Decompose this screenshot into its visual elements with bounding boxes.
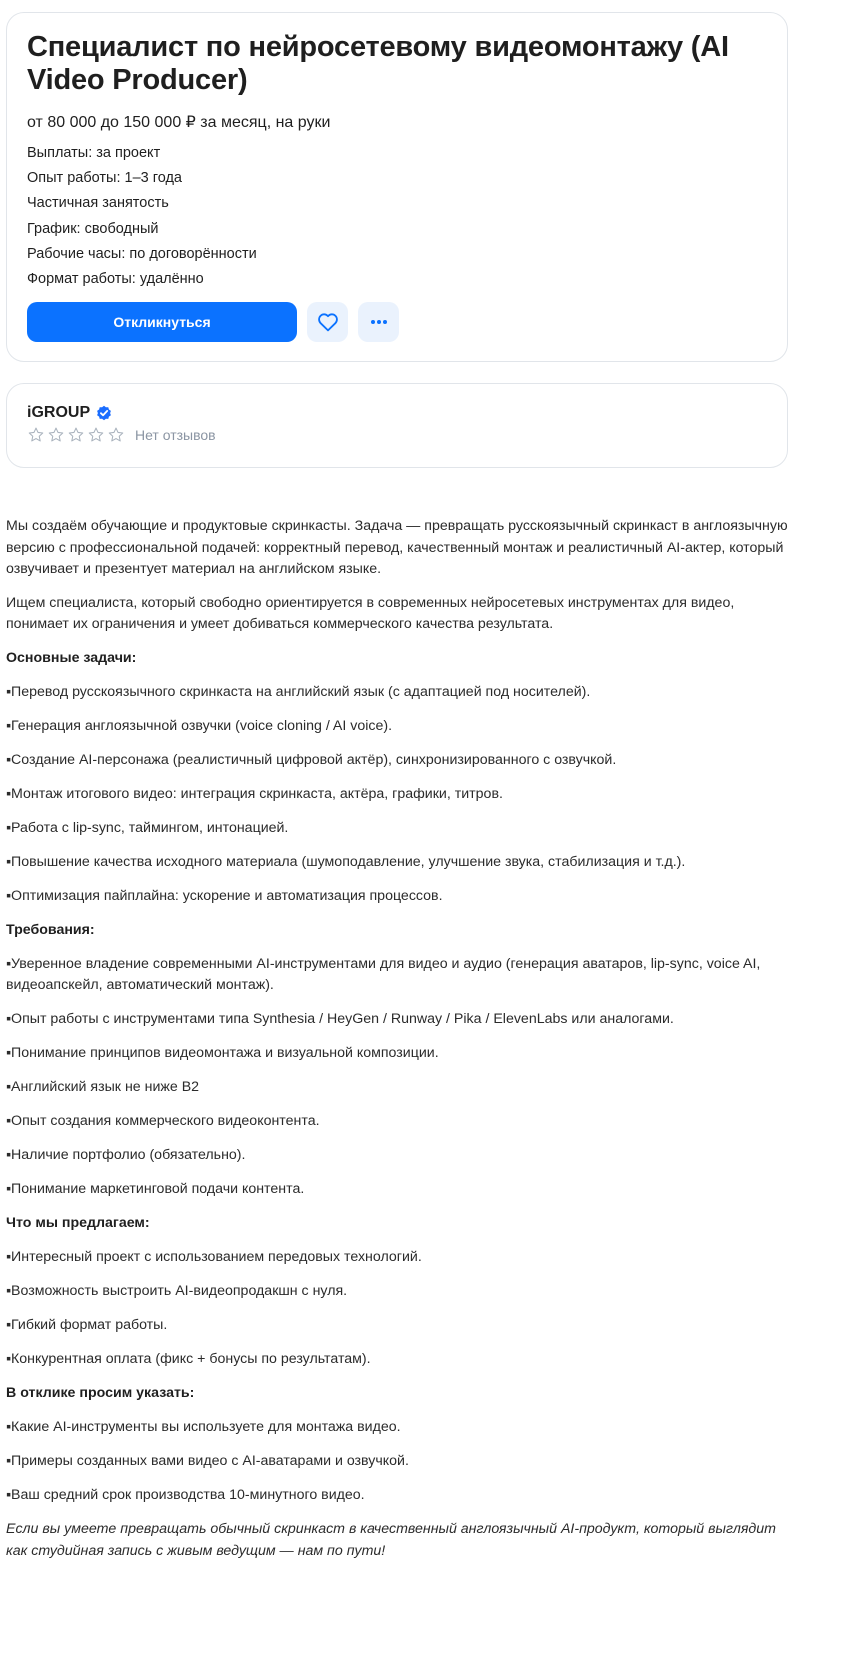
salary: от 80 000 до 150 000 ₽ за месяц, на руки (27, 114, 331, 131)
conditions-list (27, 141, 767, 292)
section-heading: Требования: (6, 921, 95, 938)
list-item: ▪ Примеры созданных вами видео с AI-аватарами и озвучкой. (6, 1451, 792, 1473)
star-icon (107, 426, 125, 444)
condition-experience: Опыт работы: 1–3 года (27, 170, 182, 187)
company-rating (27, 426, 767, 444)
list-item: ▪ Возможность выстроить AI-видеопродакшн с нуля. (6, 1281, 792, 1303)
star-icon (87, 426, 105, 444)
description-paragraph: Ищем специалиста, который свободно ориентируется в современных нейросетевых инструментах для видео, понимает их ограничения и умеет добиваться коммерческого качества результата. (6, 594, 735, 632)
star-icon (47, 426, 65, 444)
list-item: ▪ Наличие портфолио (обязательно). (6, 1145, 792, 1167)
list-item: ▪ Опыт работы с инструментами типа Synthesia / HeyGen / Runway / Pika / ElevenLabs или аналогами. (6, 1009, 792, 1031)
company-name[interactable]: iGROUP (27, 404, 91, 421)
section-heading: Основные задачи: (6, 649, 137, 666)
list-item: ▪ Создание AI-персонажа (реалистичный цифровой актёр), синхронизированного с озвучкой. (6, 750, 792, 772)
list-item: ▪ Гибкий формат работы. (6, 1315, 792, 1337)
list-item: ▪ Перевод русскоязычного скринкаста на английский язык (с адаптацией под носителей). (6, 682, 792, 704)
condition-schedule: График: свободный (27, 220, 159, 237)
list-item: ▪ Уверенное владение современными AI-инструментами для видео и аудио (генерация аватаров, lip-sync, voice AI, видеоапскейл, автоматический монтаж). (6, 954, 792, 997)
vacancy-actions (27, 302, 399, 342)
list-item: ▪ Английский язык не ниже B2 (6, 1077, 792, 1099)
list-item: ▪ Генерация англоязычной озвучки (voice cloning / AI voice). (6, 716, 792, 738)
description-paragraph: Мы создаём обучающие и продуктовые скринкасты. Задача — превращать русскоязычный скринкаст в англоязычную версию с профессиональной подачей: корректный перевод, качественный монтаж и реалистичный AI-актер, который озвучивает и презентует материал на английском языке. (6, 518, 788, 577)
section-heading: Что мы предлагаем: (6, 1215, 150, 1231)
list-item: ▪ Понимание маркетинговой подачи контента. (6, 1179, 792, 1201)
list-item: ▪ Какие AI-инструменты вы используете для монтажа видео. (6, 1417, 792, 1439)
list-item: ▪ Повышение качества исходного материала (шумоподавление, улучшение звука, стабилизация и т.д.). (6, 852, 792, 874)
company-name-row (27, 404, 767, 422)
list-item: ▪ Конкурентная оплата (фикс + бонусы по результатам). (6, 1349, 792, 1371)
star-icon (27, 426, 45, 444)
vacancy-description (6, 516, 792, 1562)
company-card (6, 383, 788, 468)
heart-icon (317, 312, 339, 332)
vacancy-title: Специалист по нейросетевому видеомонтажу (AI Video Producer) (27, 31, 729, 96)
condition-employment: Частичная занятость (27, 195, 169, 212)
favorite-button[interactable] (307, 302, 348, 342)
condition-hours: Рабочие часы: по договорённости (27, 245, 257, 262)
rating-stars (27, 426, 125, 444)
apply-button[interactable]: Откликнуться (27, 302, 297, 342)
star-icon (67, 426, 85, 444)
list-item: ▪ Работа с lip-sync, таймингом, интонацией. (6, 818, 792, 840)
list-item: ▪ Опыт создания коммерческого видеоконтента. (6, 1111, 792, 1133)
vacancy-card (6, 12, 788, 362)
reviews-count[interactable]: Нет отзывов (135, 427, 216, 443)
list-item: ▪ Ваш средний срок производства 10-минутного видео. (6, 1485, 792, 1507)
list-item: ▪ Интересный проект с использованием передовых технологий. (6, 1247, 792, 1269)
closing-paragraph: Если вы умеете превращать обычный скринкаст в качественный англоязычный AI-продукт, который выглядит как студийная запись с живым ведущим — нам по пути! (6, 1521, 776, 1559)
section-heading: В отклике просим указать: (6, 1385, 195, 1401)
verified-check-icon (96, 405, 112, 421)
list-item: ▪ Монтаж итогового видео: интеграция скринкаста, актёра, графики, титров. (6, 784, 792, 806)
condition-payments: Выплаты: за проект (27, 145, 161, 161)
more-dots-icon (370, 319, 388, 325)
list-item: ▪ Понимание принципов видеомонтажа и визуальной композиции. (6, 1043, 792, 1065)
more-button[interactable] (358, 302, 399, 342)
condition-work-format: Формат работы: удалённо (27, 271, 204, 288)
list-item: ▪ Оптимизация пайплайна: ускорение и автоматизация процессов. (6, 886, 792, 908)
